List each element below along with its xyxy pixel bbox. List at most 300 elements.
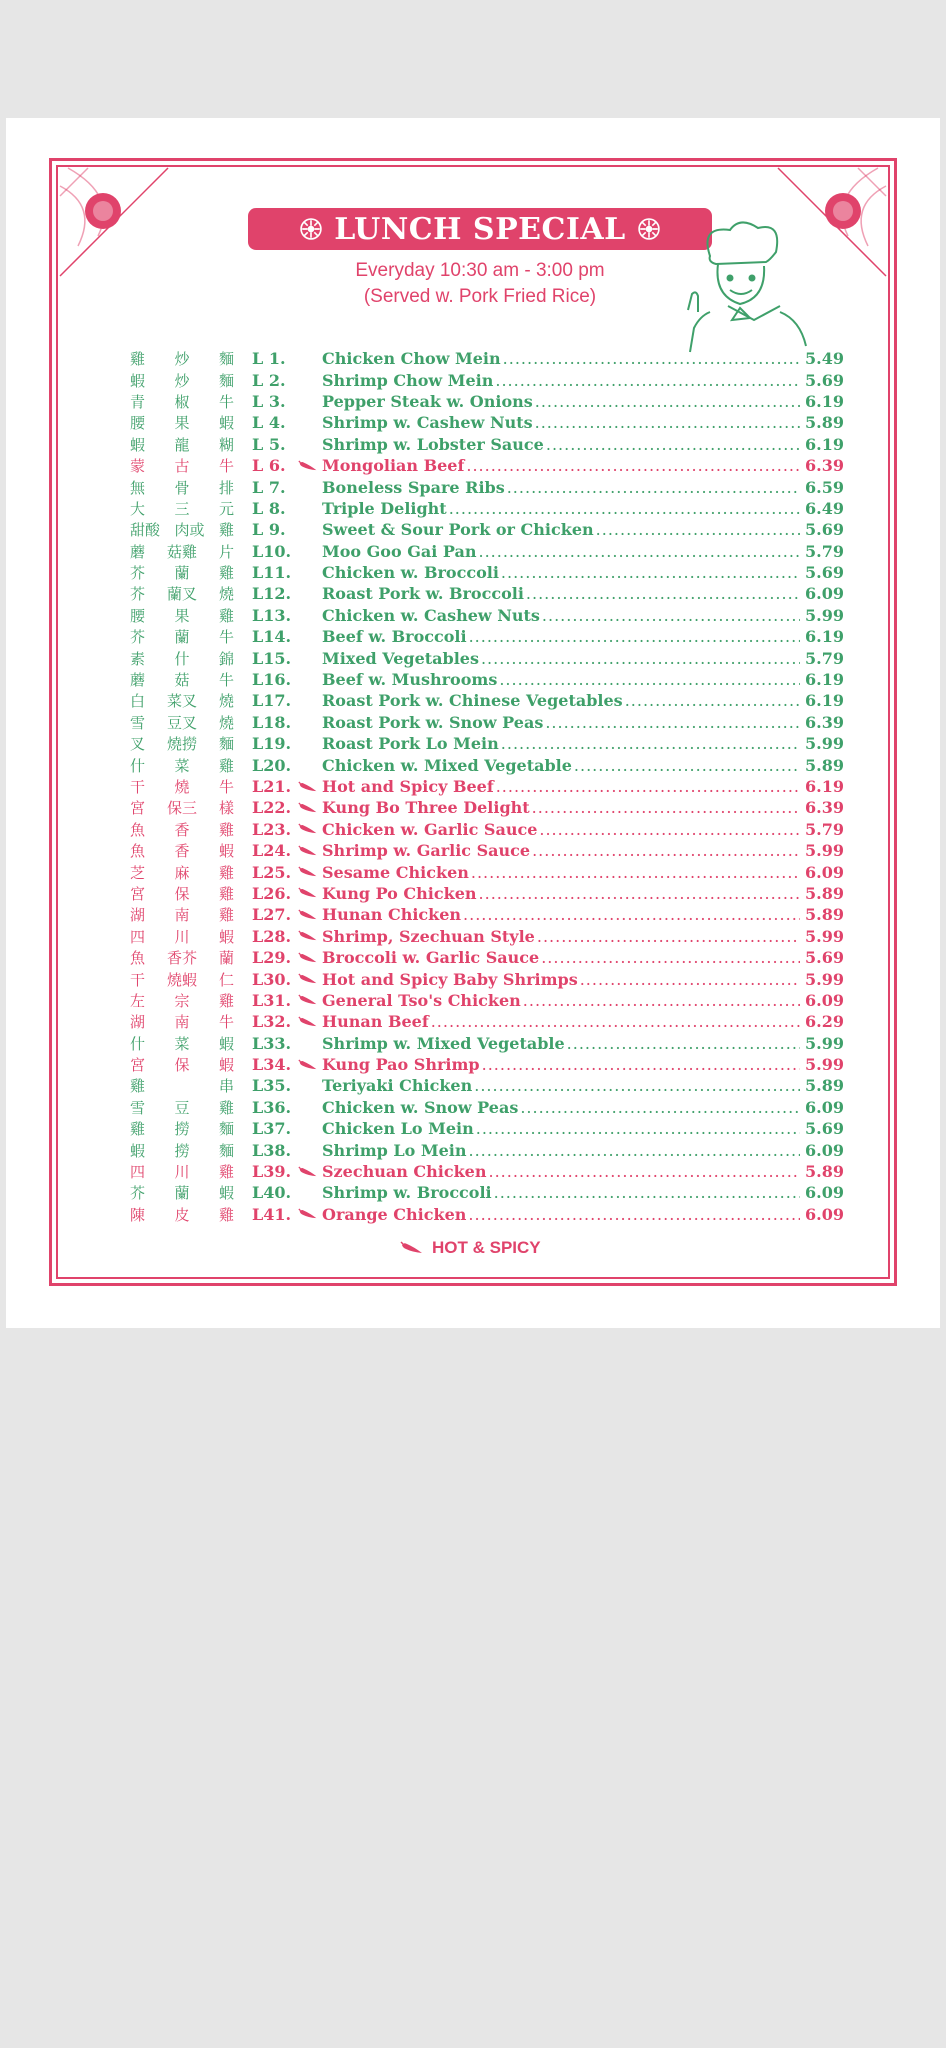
menu-item bbox=[130, 968, 844, 989]
menu-item bbox=[130, 412, 844, 433]
chinese-char: 蝦 bbox=[218, 414, 234, 433]
chinese-char: 麵 bbox=[218, 1120, 234, 1139]
item-code: L13. bbox=[252, 605, 292, 625]
chinese-name bbox=[130, 477, 238, 498]
chili-pepper-icon bbox=[298, 1208, 318, 1220]
dot-leader bbox=[507, 478, 800, 497]
dot-leader bbox=[495, 371, 800, 390]
chili-pepper-icon bbox=[298, 460, 318, 472]
item-name: Boneless Spare Ribs bbox=[322, 477, 505, 497]
spicy-marker bbox=[298, 864, 322, 880]
menu-item bbox=[130, 434, 844, 455]
menu-item bbox=[130, 562, 844, 583]
spicy-marker bbox=[298, 479, 322, 495]
menu-item bbox=[130, 1161, 844, 1182]
chinese-char: 撈 bbox=[174, 1120, 190, 1139]
chinese-name bbox=[130, 840, 238, 861]
chinese-char: 燒 bbox=[218, 692, 234, 711]
chinese-name bbox=[130, 1054, 238, 1075]
item-price: 5.69 bbox=[805, 948, 844, 968]
item-price: 6.19 bbox=[805, 670, 844, 690]
chinese-name bbox=[130, 862, 238, 883]
item-code: L35. bbox=[252, 1076, 292, 1096]
item-code: L18. bbox=[252, 712, 292, 732]
chinese-char: 四 bbox=[130, 927, 146, 946]
item-code: L14. bbox=[252, 627, 292, 647]
menu-item bbox=[130, 1054, 844, 1075]
chili-pepper-icon bbox=[298, 952, 318, 964]
item-code: L 7. bbox=[252, 477, 286, 497]
dot-leader bbox=[494, 1183, 800, 1202]
item-price: 5.89 bbox=[805, 413, 844, 433]
spicy-marker bbox=[298, 714, 322, 730]
chinese-char: 蒙 bbox=[130, 457, 146, 476]
chinese-name bbox=[130, 434, 238, 455]
dot-leader bbox=[496, 777, 800, 796]
chinese-char: 雞 bbox=[218, 863, 234, 882]
chinese-name bbox=[130, 712, 238, 733]
flower-icon bbox=[300, 218, 322, 240]
chinese-char: 錦 bbox=[218, 649, 234, 668]
menu-item bbox=[130, 1033, 844, 1054]
item-code: L23. bbox=[252, 819, 292, 839]
chinese-name bbox=[130, 391, 238, 412]
item-price: 5.99 bbox=[805, 1055, 844, 1075]
spicy-marker bbox=[298, 821, 322, 837]
chinese-char: 麻 bbox=[174, 863, 190, 882]
item-name: Pepper Steak w. Onions bbox=[322, 391, 533, 411]
chinese-char: 干 bbox=[130, 778, 146, 796]
chinese-name bbox=[130, 669, 238, 690]
item-name: Hunan Beef bbox=[322, 1012, 429, 1032]
chinese-name bbox=[130, 455, 238, 476]
chinese-char: 糊 bbox=[218, 435, 234, 454]
dot-leader bbox=[545, 713, 800, 732]
dot-leader bbox=[535, 392, 800, 411]
chinese-char: 炒 bbox=[174, 371, 190, 390]
spicy-marker bbox=[298, 607, 322, 623]
dot-leader bbox=[474, 1076, 800, 1095]
dot-leader bbox=[482, 1055, 800, 1074]
item-name: Broccoli w. Garlic Sauce bbox=[322, 948, 540, 968]
item-name: Sesame Chicken bbox=[322, 862, 469, 882]
item-name: Mongolian Beef bbox=[322, 456, 465, 476]
chinese-char: 湖 bbox=[130, 1013, 146, 1032]
menu-item bbox=[130, 669, 844, 690]
item-name: Shrimp w. Mixed Vegetable bbox=[322, 1033, 565, 1053]
chinese-name bbox=[130, 348, 238, 369]
chinese-char: 肉或 bbox=[174, 521, 205, 540]
chinese-char: 果 bbox=[174, 606, 190, 625]
chinese-char: 四 bbox=[130, 1163, 146, 1182]
chinese-char: 炒 bbox=[174, 350, 190, 369]
chinese-char: 干 bbox=[130, 970, 146, 989]
item-price: 5.69 bbox=[805, 1119, 844, 1139]
chinese-char: 蝦 bbox=[218, 927, 234, 946]
chinese-name bbox=[130, 370, 238, 391]
dot-leader bbox=[476, 1119, 800, 1138]
dot-leader bbox=[532, 841, 800, 860]
item-name: Shrimp w. Garlic Sauce bbox=[322, 841, 531, 861]
menu-item bbox=[130, 1204, 844, 1225]
chinese-char: 蘭 bbox=[174, 628, 190, 647]
spicy-marker bbox=[298, 1121, 322, 1137]
chinese-char: 宗 bbox=[174, 991, 190, 1010]
item-name: Chicken w. Snow Peas bbox=[322, 1097, 519, 1117]
menu-item bbox=[130, 926, 844, 947]
spicy-marker bbox=[298, 693, 322, 709]
chili-pepper-icon bbox=[298, 1059, 318, 1071]
dot-leader bbox=[539, 820, 800, 839]
chili-pepper-icon bbox=[298, 973, 318, 985]
item-code: L10. bbox=[252, 541, 292, 561]
spicy-marker bbox=[298, 1078, 322, 1094]
menu-item bbox=[130, 605, 844, 626]
chinese-char: 青 bbox=[130, 392, 146, 411]
item-name: Shrimp w. Cashew Nuts bbox=[322, 413, 533, 433]
dot-leader bbox=[546, 435, 800, 454]
chinese-char: 什 bbox=[130, 756, 146, 775]
dot-leader bbox=[503, 349, 800, 368]
hours-text: Everyday 10:30 am - 3:00 pm bbox=[355, 260, 605, 281]
dot-leader bbox=[499, 670, 800, 689]
chinese-char: 排 bbox=[218, 478, 234, 497]
chinese-name bbox=[130, 690, 238, 711]
chinese-char: 椒 bbox=[174, 392, 190, 411]
item-code: L22. bbox=[252, 798, 292, 818]
item-name: Mixed Vegetables bbox=[322, 648, 479, 668]
spicy-marker bbox=[298, 629, 322, 645]
dot-leader bbox=[542, 606, 800, 625]
chinese-char: 香芥 bbox=[166, 949, 197, 968]
spicy-marker bbox=[298, 522, 322, 538]
item-price: 6.49 bbox=[805, 498, 844, 518]
dot-leader bbox=[596, 520, 800, 539]
item-name: Chicken w. Garlic Sauce bbox=[322, 819, 538, 839]
spicy-marker bbox=[298, 1142, 322, 1158]
chinese-char: 果 bbox=[174, 414, 190, 433]
chinese-char: 蘭 bbox=[174, 564, 190, 583]
item-name: Chicken w. Broccoli bbox=[322, 563, 499, 583]
menu-list bbox=[130, 348, 844, 1225]
menu-item bbox=[130, 1139, 844, 1160]
chinese-name bbox=[130, 819, 238, 840]
chinese-name bbox=[130, 969, 238, 990]
item-price: 6.29 bbox=[805, 1012, 844, 1032]
item-price: 5.49 bbox=[805, 349, 844, 369]
item-code: L24. bbox=[252, 841, 292, 861]
chinese-char: 串 bbox=[218, 1077, 234, 1096]
item-code: L11. bbox=[252, 563, 292, 583]
chinese-char: 宮 bbox=[130, 1056, 146, 1075]
item-price: 6.09 bbox=[805, 1183, 844, 1203]
spicy-marker bbox=[298, 885, 322, 901]
item-code: L15. bbox=[252, 648, 292, 668]
chinese-char: 芥 bbox=[130, 628, 146, 647]
chinese-char: 蝦 bbox=[218, 1184, 234, 1203]
item-name: Roast Pork w. Broccoli bbox=[322, 584, 524, 604]
chili-pepper-icon bbox=[298, 1166, 318, 1178]
item-price: 5.69 bbox=[805, 520, 844, 540]
menu-item bbox=[130, 647, 844, 668]
menu-item bbox=[130, 776, 844, 797]
item-name: Shrimp Lo Mein bbox=[322, 1140, 467, 1160]
dot-leader bbox=[535, 413, 800, 432]
chinese-char: 雞 bbox=[130, 1077, 146, 1096]
chinese-char: 雞 bbox=[218, 756, 234, 775]
chinese-char: 雞 bbox=[218, 991, 234, 1010]
item-name: Shrimp Chow Mein bbox=[322, 370, 494, 390]
spicy-marker bbox=[298, 1014, 322, 1030]
spicy-marker bbox=[298, 736, 322, 752]
item-code: L21. bbox=[252, 777, 292, 796]
menu-item bbox=[130, 990, 844, 1011]
spicy-marker bbox=[298, 393, 322, 409]
chinese-char: 雞 bbox=[130, 1120, 146, 1139]
chinese-name bbox=[130, 1033, 238, 1054]
menu-item bbox=[130, 455, 844, 476]
chinese-char: 燒蝦 bbox=[166, 970, 197, 989]
chinese-char: 樣 bbox=[218, 799, 234, 818]
spicy-marker bbox=[298, 1035, 322, 1051]
chinese-char: 古 bbox=[174, 457, 190, 476]
chinese-char: 香 bbox=[174, 842, 190, 861]
item-price: 5.99 bbox=[805, 926, 844, 946]
chili-pepper-icon bbox=[298, 887, 318, 899]
chinese-char: 香 bbox=[174, 820, 190, 839]
chinese-char: 左 bbox=[130, 991, 146, 1010]
chili-pepper-icon bbox=[298, 994, 318, 1006]
spicy-marker bbox=[298, 800, 322, 816]
item-code: L12. bbox=[252, 584, 292, 604]
chinese-name bbox=[130, 926, 238, 947]
item-price: 5.99 bbox=[805, 969, 844, 989]
chinese-name bbox=[130, 1118, 238, 1139]
item-price: 6.39 bbox=[805, 456, 844, 476]
item-name: Teriyaki Chicken bbox=[322, 1076, 473, 1096]
chinese-char: 牛 bbox=[218, 457, 234, 476]
dot-leader bbox=[468, 1141, 800, 1160]
item-name: Hunan Chicken bbox=[322, 905, 462, 925]
menu-item bbox=[130, 754, 844, 775]
chinese-char: 雞 bbox=[218, 1163, 234, 1182]
chinese-char: 豆叉 bbox=[166, 713, 197, 732]
chinese-char: 宮 bbox=[130, 799, 146, 818]
spicy-marker bbox=[298, 586, 322, 602]
item-price: 5.79 bbox=[805, 541, 844, 561]
chinese-char: 雞 bbox=[218, 820, 234, 839]
item-name: General Tso's Chicken bbox=[322, 990, 521, 1010]
corner-ornament-left-icon bbox=[58, 166, 208, 286]
item-name: Shrimp w. Lobster Sauce bbox=[322, 434, 544, 454]
chinese-char: 麵 bbox=[218, 735, 234, 754]
chinese-char: 牛 bbox=[218, 671, 234, 690]
dot-leader bbox=[469, 627, 800, 646]
item-code: L27. bbox=[252, 905, 292, 925]
item-code: L 3. bbox=[252, 391, 286, 411]
item-code: L 9. bbox=[252, 520, 286, 540]
chinese-name bbox=[130, 626, 238, 647]
chinese-char: 雞 bbox=[218, 884, 234, 903]
item-code: L 8. bbox=[252, 498, 286, 518]
chinese-char: 南 bbox=[174, 906, 190, 925]
legend-label: HOT & SPICY bbox=[432, 1238, 541, 1257]
chinese-char: 牛 bbox=[218, 392, 234, 411]
item-price: 6.19 bbox=[805, 391, 844, 411]
dot-leader bbox=[537, 927, 800, 946]
item-code: L34. bbox=[252, 1055, 292, 1075]
chinese-char: 保三 bbox=[166, 799, 197, 818]
spicy-marker bbox=[298, 1164, 322, 1180]
menu-item bbox=[130, 348, 844, 369]
chinese-name bbox=[130, 498, 238, 519]
chinese-char: 蝦 bbox=[218, 842, 234, 861]
item-price: 5.79 bbox=[805, 648, 844, 668]
chinese-char: 雞 bbox=[218, 1205, 234, 1224]
spicy-marker bbox=[298, 757, 322, 773]
chinese-name bbox=[130, 904, 238, 925]
chinese-char: 素 bbox=[130, 649, 146, 668]
menu-item bbox=[130, 840, 844, 861]
chinese-char: 元 bbox=[218, 499, 234, 518]
item-price: 6.19 bbox=[805, 777, 844, 796]
menu-item bbox=[130, 819, 844, 840]
item-price: 5.89 bbox=[805, 883, 844, 903]
spicy-marker bbox=[298, 907, 322, 923]
chinese-char: 菜 bbox=[174, 1034, 190, 1053]
menu-item bbox=[130, 690, 844, 711]
spicy-marker bbox=[298, 928, 322, 944]
dot-leader bbox=[479, 884, 800, 903]
chef-icon bbox=[670, 216, 810, 356]
menu-item bbox=[130, 1097, 844, 1118]
chinese-char: 菜叉 bbox=[166, 692, 197, 711]
menu-item bbox=[130, 541, 844, 562]
chinese-char: 雞 bbox=[218, 906, 234, 925]
chinese-char: 雞 bbox=[218, 606, 234, 625]
chinese-char: 蘭 bbox=[218, 949, 234, 968]
dot-leader bbox=[520, 1098, 800, 1117]
chinese-char: 南 bbox=[174, 1013, 190, 1032]
item-price: 6.09 bbox=[805, 1097, 844, 1117]
chinese-char: 雞 bbox=[218, 564, 234, 583]
chinese-char: 叉 bbox=[130, 735, 146, 754]
dot-leader bbox=[574, 756, 800, 775]
dot-leader bbox=[478, 542, 800, 561]
item-code: L25. bbox=[252, 862, 292, 882]
item-code: L30. bbox=[252, 969, 292, 989]
chinese-char: 湖 bbox=[130, 906, 146, 925]
spicy-marker bbox=[298, 415, 322, 431]
item-price: 6.19 bbox=[805, 627, 844, 647]
item-code: L 2. bbox=[252, 370, 286, 390]
dot-leader bbox=[488, 1162, 800, 1181]
chili-pepper-icon bbox=[298, 845, 318, 857]
item-price: 5.69 bbox=[805, 370, 844, 390]
menu-item bbox=[130, 947, 844, 968]
spicy-marker bbox=[298, 458, 322, 474]
item-name: Shrimp w. Broccoli bbox=[322, 1183, 492, 1203]
chinese-char: 什 bbox=[174, 649, 190, 668]
chinese-name bbox=[130, 1011, 238, 1032]
menu-page bbox=[6, 118, 940, 1328]
chinese-char: 白 bbox=[130, 692, 146, 711]
menu-item bbox=[130, 861, 844, 882]
chinese-char: 蝦 bbox=[218, 1056, 234, 1075]
item-price: 6.39 bbox=[805, 712, 844, 732]
item-code: L29. bbox=[252, 948, 292, 968]
menu-item bbox=[130, 1075, 844, 1096]
item-name: Hot and Spicy Baby Shrimps bbox=[322, 969, 578, 989]
chinese-char: 保 bbox=[174, 1056, 190, 1075]
dot-leader bbox=[481, 649, 800, 668]
legend bbox=[400, 1238, 541, 1258]
chinese-char: 蘭 bbox=[174, 1184, 190, 1203]
dot-leader bbox=[471, 863, 800, 882]
item-code: L28. bbox=[252, 926, 292, 946]
chinese-char: 無 bbox=[130, 478, 146, 497]
item-price: 6.09 bbox=[805, 1140, 844, 1160]
chinese-char: 片 bbox=[218, 542, 234, 561]
chinese-char: 菜 bbox=[174, 756, 190, 775]
item-code: L 5. bbox=[252, 434, 286, 454]
item-name: Kung Bo Three Delight bbox=[322, 798, 530, 818]
chinese-char: 麵 bbox=[218, 371, 234, 390]
dot-leader bbox=[532, 798, 800, 817]
menu-item bbox=[130, 583, 844, 604]
chinese-char: 腰 bbox=[130, 606, 146, 625]
chinese-char: 牛 bbox=[218, 1013, 234, 1032]
chinese-char: 什 bbox=[130, 1034, 146, 1053]
chinese-char: 宮 bbox=[130, 884, 146, 903]
chili-pepper-icon bbox=[298, 866, 318, 878]
chili-pepper-icon bbox=[400, 1241, 424, 1255]
spicy-marker bbox=[298, 372, 322, 388]
chinese-char: 甜酸 bbox=[130, 521, 161, 540]
chinese-char: 燒 bbox=[218, 585, 234, 604]
chinese-name bbox=[130, 519, 238, 540]
item-name: Moo Goo Gai Pan bbox=[322, 541, 477, 561]
item-name: Chicken w. Mixed Vegetable bbox=[322, 755, 572, 775]
item-price: 6.19 bbox=[805, 434, 844, 454]
menu-item bbox=[130, 1182, 844, 1203]
item-price: 5.89 bbox=[805, 755, 844, 775]
spicy-marker bbox=[298, 351, 322, 367]
menu-item bbox=[130, 733, 844, 754]
spicy-marker bbox=[298, 1099, 322, 1115]
chinese-char: 芥 bbox=[130, 564, 146, 583]
chinese-char: 大 bbox=[130, 499, 146, 518]
item-name: Orange Chicken bbox=[322, 1204, 467, 1224]
chinese-char: 燒 bbox=[174, 778, 190, 796]
menu-item bbox=[130, 626, 844, 647]
item-price: 5.89 bbox=[805, 1076, 844, 1096]
chinese-char: 魚 bbox=[130, 842, 146, 861]
chinese-char: 撈 bbox=[174, 1141, 190, 1160]
title-banner bbox=[248, 208, 712, 250]
chinese-char: 菇雞 bbox=[166, 542, 197, 561]
page-title: LUNCH SPECIAL bbox=[334, 211, 626, 247]
item-price: 6.39 bbox=[805, 798, 844, 818]
chinese-name bbox=[130, 776, 238, 797]
item-price: 5.99 bbox=[805, 1033, 844, 1053]
chinese-name bbox=[130, 947, 238, 968]
item-price: 5.89 bbox=[805, 905, 844, 925]
chinese-char: 雞 bbox=[218, 521, 234, 540]
spicy-marker bbox=[298, 650, 322, 666]
item-name: Sweet & Sour Pork or Chicken bbox=[322, 520, 594, 540]
item-name: Beef w. Mushrooms bbox=[322, 670, 498, 690]
